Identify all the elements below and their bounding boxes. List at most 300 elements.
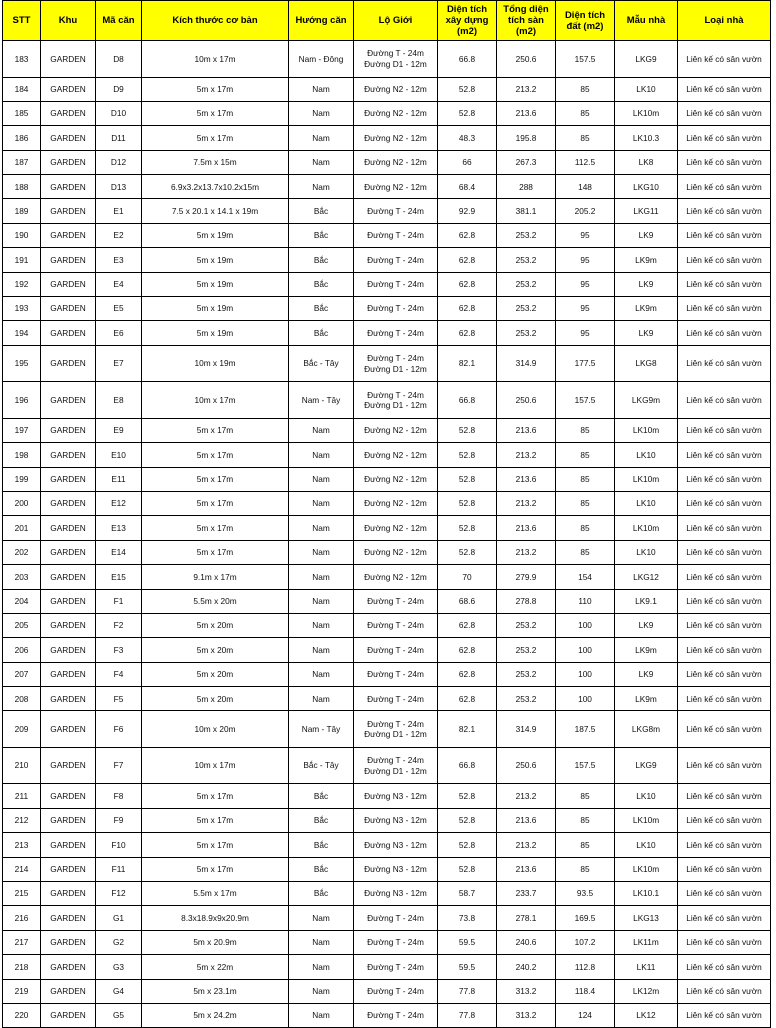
cell-dien-tich-dat: 85 [556, 467, 615, 491]
table-row [3, 443, 771, 467]
cell-mau-nha: LK8 [615, 150, 678, 174]
cell-dien-tich-xay-dung: 68.6 [438, 589, 497, 613]
cell-khu: GARDEN [41, 77, 96, 101]
cell-loai-nha: Liên kế có sân vườn [678, 345, 771, 382]
cell-lo-gioi [354, 747, 438, 784]
lo-gioi-line: Đường T - 24m [367, 279, 424, 290]
cell-dien-tich-dat: 85 [556, 808, 615, 832]
cell-dien-tich-dat: 85 [556, 784, 615, 808]
table-row [3, 613, 771, 637]
cell-lo-gioi [354, 41, 438, 78]
cell-stt: 183 [3, 41, 41, 78]
cell-dien-tich-dat: 157.5 [556, 747, 615, 784]
cell-huong-can: Nam [289, 613, 354, 637]
cell-dien-tich-dat: 112.5 [556, 150, 615, 174]
cell-tong-dien-tich-san: 195.8 [497, 126, 556, 150]
cell-lo-gioi [354, 150, 438, 174]
cell-kich-thuoc: 5m x 17m [142, 418, 289, 442]
cell-loai-nha: Liên kế có sân vườn [678, 467, 771, 491]
cell-ma-can: G2 [96, 930, 142, 954]
lo-gioi-line: Đường T - 24m [367, 755, 424, 766]
cell-khu: GARDEN [41, 687, 96, 711]
cell-stt: 214 [3, 857, 41, 881]
cell-dien-tich-xay-dung: 77.8 [438, 979, 497, 1003]
cell-tong-dien-tich-san: 253.2 [497, 613, 556, 637]
cell-tong-dien-tich-san: 278.1 [497, 906, 556, 930]
cell-lo-gioi [354, 687, 438, 711]
cell-ma-can: E9 [96, 418, 142, 442]
cell-huong-can: Bắc [289, 321, 354, 345]
cell-ma-can: F2 [96, 613, 142, 637]
cell-dien-tich-dat: 95 [556, 321, 615, 345]
cell-loai-nha: Liên kế có sân vườn [678, 589, 771, 613]
cell-mau-nha: LKG12 [615, 565, 678, 589]
cell-huong-can: Bắc [289, 808, 354, 832]
cell-dien-tich-xay-dung: 62.8 [438, 638, 497, 662]
cell-dien-tich-dat: 85 [556, 833, 615, 857]
cell-mau-nha: LKG9 [615, 41, 678, 78]
table-row [3, 955, 771, 979]
table-row [3, 272, 771, 296]
cell-tong-dien-tich-san: 253.2 [497, 687, 556, 711]
cell-ma-can: G1 [96, 906, 142, 930]
cell-dien-tich-xay-dung: 52.8 [438, 516, 497, 540]
cell-dien-tich-dat: 148 [556, 175, 615, 199]
cell-stt: 210 [3, 747, 41, 784]
cell-ma-can: F12 [96, 882, 142, 906]
cell-dien-tich-dat: 95 [556, 297, 615, 321]
cell-huong-can: Nam [289, 540, 354, 564]
header-mau-nha: Mẫu nhà [615, 1, 678, 41]
cell-lo-gioi [354, 101, 438, 125]
cell-huong-can: Nam [289, 565, 354, 589]
cell-ma-can: D10 [96, 101, 142, 125]
cell-mau-nha: LK9m [615, 248, 678, 272]
cell-dien-tich-dat: 95 [556, 223, 615, 247]
header-stt: STT [3, 1, 41, 41]
cell-khu: GARDEN [41, 857, 96, 881]
cell-dien-tich-xay-dung: 52.8 [438, 101, 497, 125]
cell-tong-dien-tich-san: 213.2 [497, 77, 556, 101]
cell-loai-nha: Liên kế có sân vườn [678, 613, 771, 637]
cell-huong-can: Nam [289, 979, 354, 1003]
cell-dien-tich-xay-dung: 62.8 [438, 321, 497, 345]
cell-khu: GARDEN [41, 223, 96, 247]
table-row [3, 833, 771, 857]
cell-khu: GARDEN [41, 443, 96, 467]
cell-ma-can: D8 [96, 41, 142, 78]
cell-loai-nha: Liên kế có sân vườn [678, 687, 771, 711]
cell-ma-can: F10 [96, 833, 142, 857]
header-khu: Khu [41, 1, 96, 41]
cell-huong-can: Nam [289, 955, 354, 979]
cell-dien-tich-dat: 110 [556, 589, 615, 613]
cell-kich-thuoc: 5m x 17m [142, 467, 289, 491]
header-ma-can: Mã căn [96, 1, 142, 41]
cell-kich-thuoc: 5m x 17m [142, 540, 289, 564]
cell-huong-can: Nam - Tây [289, 382, 354, 419]
table-row [3, 418, 771, 442]
cell-dien-tich-dat: 187.5 [556, 711, 615, 748]
cell-dien-tich-xay-dung: 66 [438, 150, 497, 174]
cell-huong-can: Bắc [289, 882, 354, 906]
cell-dien-tich-dat: 118.4 [556, 979, 615, 1003]
cell-tong-dien-tich-san: 250.6 [497, 41, 556, 78]
cell-loai-nha: Liên kế có sân vườn [678, 126, 771, 150]
cell-kich-thuoc: 5m x 24.2m [142, 1004, 289, 1028]
cell-mau-nha: LK10m [615, 101, 678, 125]
cell-huong-can: Nam [289, 662, 354, 686]
cell-ma-can: G4 [96, 979, 142, 1003]
cell-lo-gioi [354, 297, 438, 321]
table-body [3, 41, 771, 1028]
cell-lo-gioi [354, 248, 438, 272]
cell-stt: 213 [3, 833, 41, 857]
cell-ma-can: D12 [96, 150, 142, 174]
cell-dien-tich-xay-dung: 70 [438, 565, 497, 589]
cell-tong-dien-tich-san: 381.1 [497, 199, 556, 223]
lo-gioi-line: Đường D1 - 12m [364, 729, 427, 740]
cell-huong-can: Nam [289, 175, 354, 199]
cell-stt: 191 [3, 248, 41, 272]
cell-ma-can: E7 [96, 345, 142, 382]
cell-dien-tich-dat: 112.8 [556, 955, 615, 979]
cell-mau-nha: LK9 [615, 223, 678, 247]
cell-tong-dien-tich-san: 253.2 [497, 223, 556, 247]
lo-gioi-line: Đường N3 - 12m [364, 790, 427, 801]
table-row [3, 467, 771, 491]
cell-mau-nha: LK12 [615, 1004, 678, 1028]
cell-lo-gioi [354, 467, 438, 491]
cell-kich-thuoc: 5m x 17m [142, 101, 289, 125]
cell-mau-nha: LKG8m [615, 711, 678, 748]
cell-kich-thuoc: 5m x 20.9m [142, 930, 289, 954]
cell-stt: 195 [3, 345, 41, 382]
cell-stt: 211 [3, 784, 41, 808]
cell-huong-can: Nam [289, 687, 354, 711]
cell-loai-nha: Liên kế có sân vườn [678, 930, 771, 954]
header-dien-tich-dat: Diện tích đất (m2) [556, 1, 615, 41]
cell-mau-nha: LK10m [615, 808, 678, 832]
cell-ma-can: F9 [96, 808, 142, 832]
cell-huong-can: Bắc - Tây [289, 747, 354, 784]
cell-mau-nha: LK11m [615, 930, 678, 954]
table-row [3, 711, 771, 748]
cell-dien-tich-xay-dung: 52.8 [438, 77, 497, 101]
cell-loai-nha: Liên kế có sân vườn [678, 857, 771, 881]
cell-khu: GARDEN [41, 882, 96, 906]
cell-ma-can: F6 [96, 711, 142, 748]
cell-khu: GARDEN [41, 833, 96, 857]
table-row [3, 41, 771, 78]
cell-stt: 205 [3, 613, 41, 637]
cell-loai-nha: Liên kế có sân vườn [678, 223, 771, 247]
table-row [3, 979, 771, 1003]
cell-ma-can: E1 [96, 199, 142, 223]
cell-loai-nha: Liên kế có sân vườn [678, 662, 771, 686]
lo-gioi-line: Đường T - 24m [367, 620, 424, 631]
cell-lo-gioi [354, 175, 438, 199]
cell-huong-can: Bắc [289, 784, 354, 808]
lo-gioi-line: Đường N2 - 12m [364, 449, 427, 460]
cell-lo-gioi [354, 906, 438, 930]
cell-kich-thuoc: 6.9x3.2x13.7x10.2x15m [142, 175, 289, 199]
cell-kich-thuoc: 7.5 x 20.1 x 14.1 x 19m [142, 199, 289, 223]
cell-kich-thuoc: 5m x 20m [142, 662, 289, 686]
cell-huong-can: Nam [289, 589, 354, 613]
cell-khu: GARDEN [41, 297, 96, 321]
cell-loai-nha: Liên kế có sân vườn [678, 272, 771, 296]
cell-dien-tich-dat: 95 [556, 272, 615, 296]
cell-khu: GARDEN [41, 979, 96, 1003]
cell-stt: 216 [3, 906, 41, 930]
cell-tong-dien-tich-san: 213.6 [497, 516, 556, 540]
cell-tong-dien-tich-san: 253.2 [497, 297, 556, 321]
cell-lo-gioi [354, 857, 438, 881]
lo-gioi-line: Đường T - 24m [367, 937, 424, 948]
lo-gioi-line: Đường T - 24m [367, 644, 424, 655]
cell-tong-dien-tich-san: 213.6 [497, 857, 556, 881]
cell-dien-tich-xay-dung: 48.3 [438, 126, 497, 150]
cell-lo-gioi [354, 979, 438, 1003]
cell-dien-tich-dat: 85 [556, 491, 615, 515]
table-row [3, 747, 771, 784]
cell-loai-nha: Liên kế có sân vườn [678, 565, 771, 589]
cell-huong-can: Bắc - Tây [289, 345, 354, 382]
cell-tong-dien-tich-san: 233.7 [497, 882, 556, 906]
cell-dien-tich-dat: 124 [556, 1004, 615, 1028]
cell-khu: GARDEN [41, 126, 96, 150]
lo-gioi-line: Đường T - 24m [367, 669, 424, 680]
lo-gioi-line: Đường N2 - 12m [364, 132, 427, 143]
cell-mau-nha: LK9m [615, 687, 678, 711]
lo-gioi-line: Đường T - 24m [367, 205, 424, 216]
cell-lo-gioi [354, 955, 438, 979]
cell-tong-dien-tich-san: 213.6 [497, 467, 556, 491]
cell-loai-nha: Liên kế có sân vườn [678, 1004, 771, 1028]
header-lo-gioi: Lộ Giới [354, 1, 438, 41]
cell-kich-thuoc: 10m x 17m [142, 747, 289, 784]
cell-loai-nha: Liên kế có sân vườn [678, 41, 771, 78]
lo-gioi-line: Đường T - 24m [367, 693, 424, 704]
cell-stt: 207 [3, 662, 41, 686]
cell-khu: GARDEN [41, 382, 96, 419]
cell-kich-thuoc: 8.3x18.9x9x20.9m [142, 906, 289, 930]
cell-stt: 188 [3, 175, 41, 199]
cell-loai-nha: Liên kế có sân vườn [678, 882, 771, 906]
lo-gioi-line: Đường T - 24m [367, 303, 424, 314]
cell-mau-nha: LKG9 [615, 747, 678, 784]
lo-gioi-line: Đường T - 24m [367, 986, 424, 997]
cell-dien-tich-xay-dung: 62.8 [438, 272, 497, 296]
cell-kich-thuoc: 5m x 20m [142, 687, 289, 711]
cell-tong-dien-tich-san: 253.2 [497, 638, 556, 662]
lo-gioi-line: Đường N2 - 12m [364, 474, 427, 485]
table-row [3, 565, 771, 589]
cell-dien-tich-xay-dung: 92.9 [438, 199, 497, 223]
cell-dien-tich-xay-dung: 66.8 [438, 41, 497, 78]
cell-dien-tich-xay-dung: 66.8 [438, 382, 497, 419]
lo-gioi-line: Đường D1 - 12m [364, 765, 427, 776]
cell-loai-nha: Liên kế có sân vườn [678, 418, 771, 442]
cell-khu: GARDEN [41, 662, 96, 686]
cell-dien-tich-dat: 85 [556, 126, 615, 150]
cell-mau-nha: LK9 [615, 613, 678, 637]
cell-dien-tich-xay-dung: 58.7 [438, 882, 497, 906]
lo-gioi-line: Đường N2 - 12m [364, 498, 427, 509]
cell-huong-can: Bắc [289, 272, 354, 296]
table-row [3, 382, 771, 419]
table-row [3, 77, 771, 101]
table-row [3, 321, 771, 345]
cell-tong-dien-tich-san: 213.2 [497, 784, 556, 808]
cell-lo-gioi [354, 443, 438, 467]
cell-dien-tich-dat: 100 [556, 613, 615, 637]
cell-stt: 186 [3, 126, 41, 150]
cell-ma-can: E6 [96, 321, 142, 345]
cell-dien-tich-xay-dung: 59.5 [438, 930, 497, 954]
cell-lo-gioi [354, 491, 438, 515]
cell-ma-can: F1 [96, 589, 142, 613]
cell-stt: 201 [3, 516, 41, 540]
cell-dien-tich-xay-dung: 52.8 [438, 784, 497, 808]
table-row [3, 345, 771, 382]
cell-lo-gioi [354, 565, 438, 589]
cell-loai-nha: Liên kế có sân vườn [678, 491, 771, 515]
cell-ma-can: D13 [96, 175, 142, 199]
cell-dien-tich-xay-dung: 82.1 [438, 711, 497, 748]
cell-huong-can: Bắc [289, 248, 354, 272]
cell-lo-gioi [354, 613, 438, 637]
cell-kich-thuoc: 5m x 17m [142, 126, 289, 150]
cell-loai-nha: Liên kế có sân vườn [678, 248, 771, 272]
cell-mau-nha: LKG8 [615, 345, 678, 382]
lo-gioi-line: Đường T - 24m [367, 353, 424, 364]
cell-tong-dien-tich-san: 213.6 [497, 808, 556, 832]
cell-ma-can: E11 [96, 467, 142, 491]
cell-lo-gioi [354, 77, 438, 101]
cell-dien-tich-xay-dung: 73.8 [438, 906, 497, 930]
cell-ma-can: E3 [96, 248, 142, 272]
cell-dien-tich-xay-dung: 52.8 [438, 467, 497, 491]
table-row [3, 126, 771, 150]
cell-tong-dien-tich-san: 288 [497, 175, 556, 199]
cell-huong-can: Nam [289, 443, 354, 467]
cell-mau-nha: LKG9m [615, 382, 678, 419]
cell-mau-nha: LK10 [615, 833, 678, 857]
cell-dien-tich-xay-dung: 52.8 [438, 808, 497, 832]
cell-stt: 202 [3, 540, 41, 564]
cell-kich-thuoc: 10m x 17m [142, 41, 289, 78]
cell-mau-nha: LK9 [615, 272, 678, 296]
table-row [3, 638, 771, 662]
cell-dien-tich-xay-dung: 59.5 [438, 955, 497, 979]
cell-khu: GARDEN [41, 272, 96, 296]
cell-loai-nha: Liên kế có sân vườn [678, 175, 771, 199]
cell-huong-can: Bắc [289, 297, 354, 321]
cell-mau-nha: LK10m [615, 857, 678, 881]
cell-lo-gioi [354, 126, 438, 150]
cell-tong-dien-tich-san: 213.2 [497, 491, 556, 515]
cell-dien-tich-dat: 100 [556, 687, 615, 711]
cell-kich-thuoc: 5m x 22m [142, 955, 289, 979]
cell-tong-dien-tich-san: 213.6 [497, 101, 556, 125]
cell-loai-nha: Liên kế có sân vườn [678, 443, 771, 467]
lo-gioi-line: Đường N2 - 12m [364, 522, 427, 533]
cell-huong-can: Nam [289, 491, 354, 515]
cell-lo-gioi [354, 589, 438, 613]
cell-khu: GARDEN [41, 175, 96, 199]
cell-khu: GARDEN [41, 41, 96, 78]
cell-dien-tich-dat: 177.5 [556, 345, 615, 382]
cell-dien-tich-xay-dung: 62.8 [438, 223, 497, 247]
cell-tong-dien-tich-san: 253.2 [497, 662, 556, 686]
cell-kich-thuoc: 9.1m x 17m [142, 565, 289, 589]
cell-mau-nha: LK10 [615, 784, 678, 808]
lo-gioi-line: Đường N2 - 12m [364, 157, 427, 168]
cell-tong-dien-tich-san: 213.2 [497, 443, 556, 467]
cell-loai-nha: Liên kế có sân vườn [678, 711, 771, 748]
cell-lo-gioi [354, 540, 438, 564]
cell-kich-thuoc: 10m x 19m [142, 345, 289, 382]
cell-kich-thuoc: 5.5m x 20m [142, 589, 289, 613]
cell-ma-can: F7 [96, 747, 142, 784]
cell-tong-dien-tich-san: 253.2 [497, 248, 556, 272]
cell-tong-dien-tich-san: 253.2 [497, 321, 556, 345]
cell-huong-can: Bắc [289, 199, 354, 223]
table-row [3, 516, 771, 540]
cell-stt: 215 [3, 882, 41, 906]
table-row [3, 150, 771, 174]
cell-dien-tich-xay-dung: 52.8 [438, 540, 497, 564]
cell-mau-nha: LK9m [615, 638, 678, 662]
cell-khu: GARDEN [41, 565, 96, 589]
cell-kich-thuoc: 5m x 19m [142, 272, 289, 296]
cell-lo-gioi [354, 833, 438, 857]
cell-kich-thuoc: 5m x 17m [142, 443, 289, 467]
cell-huong-can: Nam [289, 1004, 354, 1028]
cell-stt: 208 [3, 687, 41, 711]
lo-gioi-line: Đường D1 - 12m [364, 363, 427, 374]
lo-gioi-line: Đường T - 24m [367, 961, 424, 972]
cell-dien-tich-dat: 154 [556, 565, 615, 589]
cell-khu: GARDEN [41, 418, 96, 442]
cell-ma-can: F3 [96, 638, 142, 662]
cell-stt: 209 [3, 711, 41, 748]
cell-lo-gioi [354, 345, 438, 382]
cell-ma-can: F5 [96, 687, 142, 711]
cell-dien-tich-dat: 95 [556, 248, 615, 272]
header-tong-dien-tich-san: Tổng diện tích sàn (m2) [497, 1, 556, 41]
lo-gioi-line: Đường T - 24m [367, 718, 424, 729]
cell-stt: 219 [3, 979, 41, 1003]
cell-loai-nha: Liên kế có sân vườn [678, 101, 771, 125]
cell-loai-nha: Liên kế có sân vườn [678, 77, 771, 101]
cell-dien-tich-xay-dung: 52.8 [438, 491, 497, 515]
cell-loai-nha: Liên kế có sân vườn [678, 833, 771, 857]
lo-gioi-line: Đường T - 24m [367, 230, 424, 241]
cell-tong-dien-tich-san: 213.6 [497, 418, 556, 442]
cell-huong-can: Nam [289, 418, 354, 442]
cell-khu: GARDEN [41, 199, 96, 223]
cell-kich-thuoc: 7.5m x 15m [142, 150, 289, 174]
cell-dien-tich-dat: 85 [556, 443, 615, 467]
cell-mau-nha: LK12m [615, 979, 678, 1003]
cell-khu: GARDEN [41, 711, 96, 748]
cell-huong-can: Nam [289, 516, 354, 540]
cell-khu: GARDEN [41, 101, 96, 125]
cell-kich-thuoc: 5m x 17m [142, 808, 289, 832]
